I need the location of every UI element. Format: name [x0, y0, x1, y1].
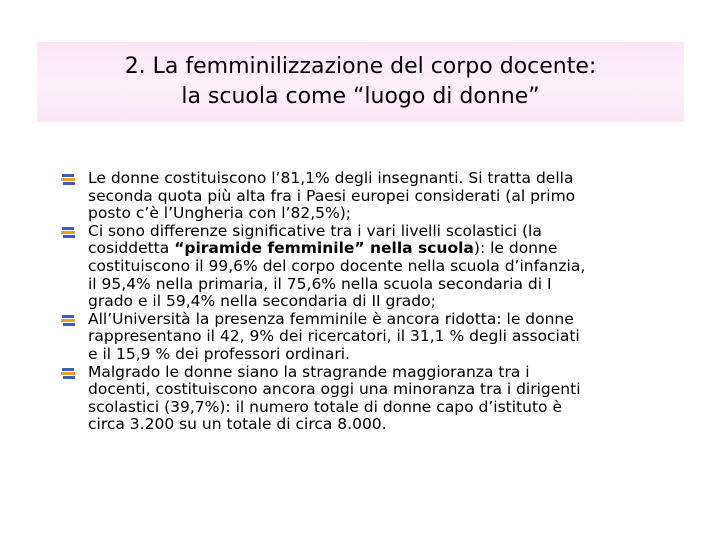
bullet-2-line-4: il 95,4% nella primaria, il 75,6% nella scuola secondaria di I: [88, 274, 552, 293]
bullet-2-line-2: [88, 240, 660, 258]
bullet-4-line-4: circa 3.200 su un totale di circa 8.000.: [88, 415, 387, 434]
bullet-3-line-1: All’Università la presenza femminile è ancora ridotta: le donne: [88, 309, 574, 328]
bullet-3-line-3: e il 15,9 % dei professori ordinari.: [88, 344, 350, 363]
bullet-item-1: [60, 170, 660, 223]
bullet-item-2: [60, 223, 660, 311]
bullet-1-line-3: posto c’è l’Ungheria con l’82,5%);: [88, 204, 352, 223]
bullet-4-line-2: docenti, costituiscono ancora oggi una minoranza tra i dirigenti: [88, 380, 581, 399]
bullet-1-line-1: Le donne costituiscono l’81,1% degli insegnanti. Si tratta della: [88, 169, 574, 187]
bullet-4-line-1: Malgrado le donne siano la stragrande maggioranza tra i: [88, 362, 530, 381]
slide-title-line-2: la scuola come “luogo di donne”: [181, 84, 540, 109]
bullet-2-line-2-prefix: cosiddetta: [88, 239, 175, 258]
bullet-2-line-5: grado e il 59,4% nella secondaria di II grado;: [88, 292, 436, 311]
bullet-3-line-2: rappresentano il 42, 9% dei ricercatori, il 31,1 % degli associati: [88, 327, 580, 346]
bullet-item-4: [60, 364, 660, 434]
bullet-4-line-3: scolastici (39,7%): il numero totale di donne capo d’istituto è: [88, 397, 562, 416]
bullet-item-3: [60, 311, 660, 364]
slide-title-line-1: 2. La femminilizzazione del corpo docente:: [124, 54, 597, 79]
book-stack-icon: [60, 314, 78, 328]
bullet-2-line-2-suffix: ): le donne: [473, 239, 558, 258]
book-stack-icon: [60, 173, 78, 187]
bullet-2-line-3: costituiscono il 99,6% del corpo docente nella scuola d’infanzia,: [88, 256, 586, 275]
book-stack-icon: [60, 367, 78, 381]
bullet-2-line-1: Ci sono differenze significative tra i vari livelli scolastici (la: [88, 221, 542, 240]
bullet-1-line-2: seconda quota più alta fra i Paesi europei considerati (al primo: [88, 186, 576, 205]
book-stack-icon: [60, 226, 78, 240]
slide-title-box: [37, 42, 684, 122]
bullet-2-emphasis: “piramide femminile” nella scuola: [174, 239, 474, 258]
bullet-list: [60, 170, 660, 434]
